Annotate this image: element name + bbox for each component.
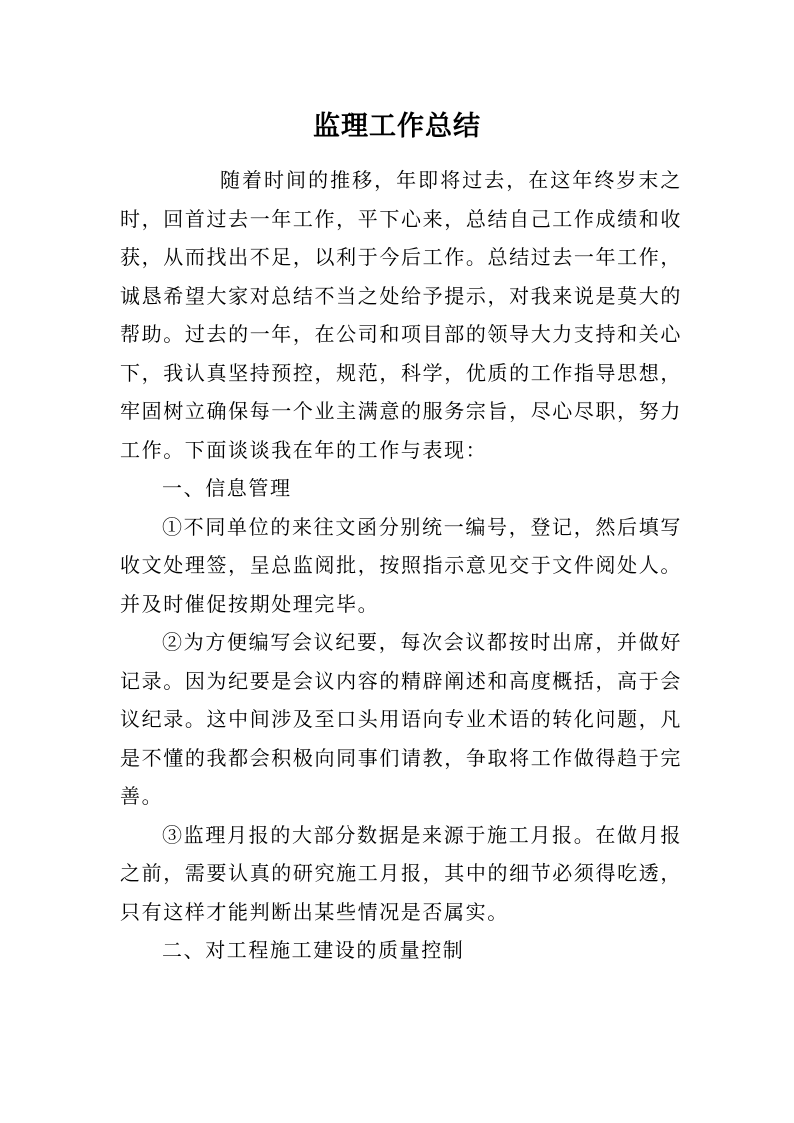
document-body	[120, 161, 682, 970]
paragraph-item-2: ②为方便编写会议纪要，每次会议都按时出席，并做好记录。因为纪要是会议内容的精辟阐述和高度概括，高于会议纪录。这中间涉及至口头用语向专业术语的转化问题，凡是不懂的我都会积极向同事们请教，争取将工作做得趋于完善。	[120, 630, 682, 808]
paragraph-item-3: ③监理月报的大部分数据是来源于施工月报。在做月报之前，需要认真的研究施工月报，其中的细节必须得吃透，只有这样才能判断出某些情况是否属实。	[120, 822, 682, 924]
page-title: 监理工作总结	[313, 111, 481, 142]
paragraph-item-1: ①不同单位的来往文函分别统一编号，登记，然后填写收文处理签，呈总监阅批，按照指示意见交于文件阅处人。并及时催促按期处理完毕。	[120, 514, 682, 616]
section-heading-quality-control: 二、对工程施工建设的质量控制	[162, 938, 465, 962]
paragraph-intro: 随着时间的推移，年即将过去，在这年终岁末之时，回首过去一年工作，平下心来，总结自己工作成绩和收获，从而找出不足，以利于今后工作。总结过去一年工作，诚恳希望大家对总结不当之处给予提示，对我来说是莫大的帮助。过去的一年，在公司和项目部的领导大力支持和关心下，我认真坚持预控，规范，科学，优质的工作指导思想，牢固树立确保每一个业主满意的服务宗旨，尽心尽职，努力工作。下面谈谈我在年的工作与表现：	[120, 168, 682, 462]
section-heading-information-management: 一、信息管理	[162, 476, 292, 500]
